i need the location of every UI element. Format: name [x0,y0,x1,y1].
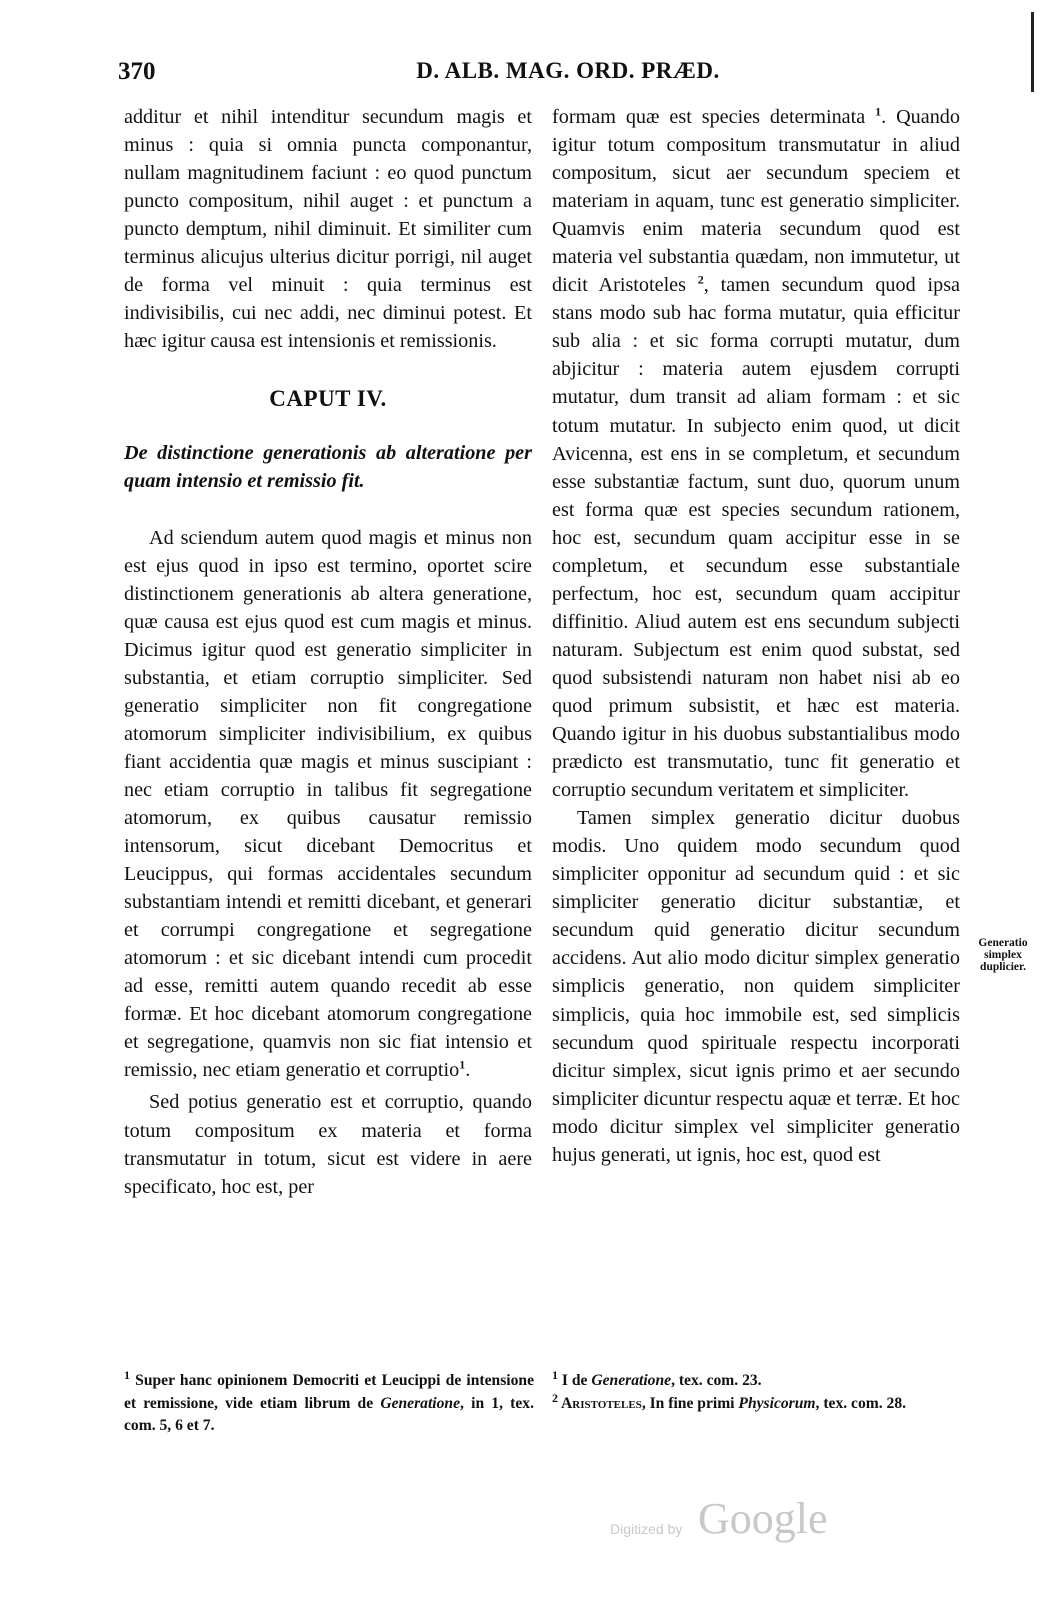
running-header [118,58,958,94]
right-column [552,103,960,1169]
paragraph-text: Ad sciendum autem quod magis et minus non est ejus quod in ipso est termino, oportet scire distinctionem generationis ab altera generatione, quæ causa est ejus quod est cum magis et minus. Dicimus igitur quod est generatio simpliciter in substantia, et etiam corruptio simpliciter. Sed generatio simpliciter non fit congregatione atomorum simpliciter indivisibilium, ex quibus fiant accidentia quæ magis et minus suscipiant : nec etiam corruptio in talibus fit segregatione atomorum, ex quibus causatur remissio intensorum, sicut dicebant Democritus et Leucippus, qui formas accidentales secundum substantiam intendi et remitti dicebant, et generari et corrumpi congregatione et segregatione atomorum : et sic dicebant intendi cum procedit ad esse, remitti autem quando recedit ab esse formæ. Et hoc dicebant atomorum congregatione et segregatione, quamvis non sic fiat intensio et remissio, nec etiam generatio et corruptio [124,526,532,1082]
footnote-title: Physicorum [738,1394,816,1412]
footnote-marker: 2 [697,272,704,287]
footnote-2 [552,1390,960,1416]
footnote-marker: 1 [552,1367,558,1382]
paragraph-text: formam quæ est species determinata [552,106,866,128]
footnote-text: , In fine primi [641,1394,739,1412]
paragraph: Sed potius generatio est et corruptio, quando totum compositum ex materia et forma transmutatur in totum, sicut est videre in aere specificato, hoc est, per [124,1091,532,1198]
footnote-title: Generatione [380,1394,461,1412]
paragraph-text: . Quando igitur totum compositum transmutatur in aliud compositum, sicut aer secundum speciem et materiam in aquam, tunc est generatio simpliciter. Quamvis enim materia secundum quod est materia vel substantia quædam, non immutetur, ut dicit Aristoteles [552,106,960,297]
page-edge-line [1031,12,1034,92]
footnote-text: I de [558,1372,592,1389]
google-watermark [610,1493,840,1553]
paragraph-end: . [465,1059,471,1082]
page-number: 370 [118,58,156,85]
footnote-marker: 1 [459,1057,466,1072]
footnote-1 [552,1367,960,1393]
running-title: D. ALB. MAG. ORD. PRÆD. [416,58,720,83]
footnote-title: Generatione [591,1372,672,1389]
footnote-text: , tex. com. 23. [671,1372,762,1389]
paragraph [124,524,532,1085]
footnote-left [124,1367,534,1438]
footnote-author: Aristoteles [558,1394,642,1412]
footnote-marker: 2 [552,1390,558,1405]
left-column [124,103,532,1201]
footnote-text: , tex. com. 28. [815,1394,907,1412]
chapter-subtitle: De distinctione generationis ab alteratione per quam intensio et remissio fit. [124,442,532,493]
paragraph: Tamen simplex generatio dicitur duobus modis. Uno quidem modo secundum quod simpliciter opponitur ad secundum quid : et sic simpliciter generatio dicitur substantiæ, et secundum quid generatio dicitur secundum accidens. Aut alio modo dicitur simplex generatio simplicis generatio, non quidem simpliciter simplicis, quia hoc immobile est, sed simplicis secundum quod spirituale respectu incorporati dicitur simplex, sicut ignis primo et aer secundo simpliciter dicuntur respectu aquæ et terræ. Et hoc modo dicitur simplex vel simpliciter generatio hujus generati, ut ignis, hoc est, quod est [552,807,960,1166]
footnote-text: Super hanc opinionem Democriti et Leucippi de intensione et remissione, vide etiam librum de [124,1372,534,1412]
watermark-small-text: Digitized by [610,1521,683,1537]
footnote-text: , in 1, tex. com. 5, 6 et 7. [124,1394,534,1434]
paragraph [552,103,960,804]
margin-note: Generatio simplex duplicier. [978,937,1028,973]
paragraph: additur et nihil intenditur secundum magis et minus : quia si omnia puncta componantur, nullam magnitudinem faciunt : eo quod punctum puncto compositum, nihil auget : et punctum a puncto demptum, nihil diminuit. Et similiter cum terminus alicujus ulterius dicitur porrigi, nil auget de forma vel minuit : quia terminus est indivisibilis, cui nec addi, nec diminui potest. Et hæc igitur causa est intensionis et remissionis. [124,106,532,353]
chapter-heading: CAPUT IV. [269,386,387,412]
paragraph-text: , tamen secundum quod ipsa stans modo sub hac forma mutatur, quia efficitur sub alia : et sic forma corrupti mutatur, dum abjicitur : materia autem ejusdem corrupti mutatur, dum transit ad aliam formam : et sic totum mutatur. In subjecto enim quod, ut dicit Avicenna, est ens in se completum, et secundum esse substantiæ factum, sunt duo, quorum unum est forma quæ est species secundum rationem, hoc est, secundum quam accipitur esse in se completum, et secundum esse substantiale perfectum, hoc est, secundum quam accipitur diffinitio. Aliud autem est ens secundum subjecti naturam. Subjectum est enim quod substat, sed quod subsistendi naturam non habet nisi ab eo quod primum subsistit, et hæc est materia. Quando igitur in his duobus substantialibus modo prædicto est transmutatio, tunc fit generatio et corruptio secundum veritatem et simpliciter. [552,274,961,802]
google-logo: Google [698,1494,828,1543]
footnote-marker: 1 [875,104,882,119]
footnotes-right [552,1367,960,1415]
footnote-marker: 1 [124,1367,130,1382]
